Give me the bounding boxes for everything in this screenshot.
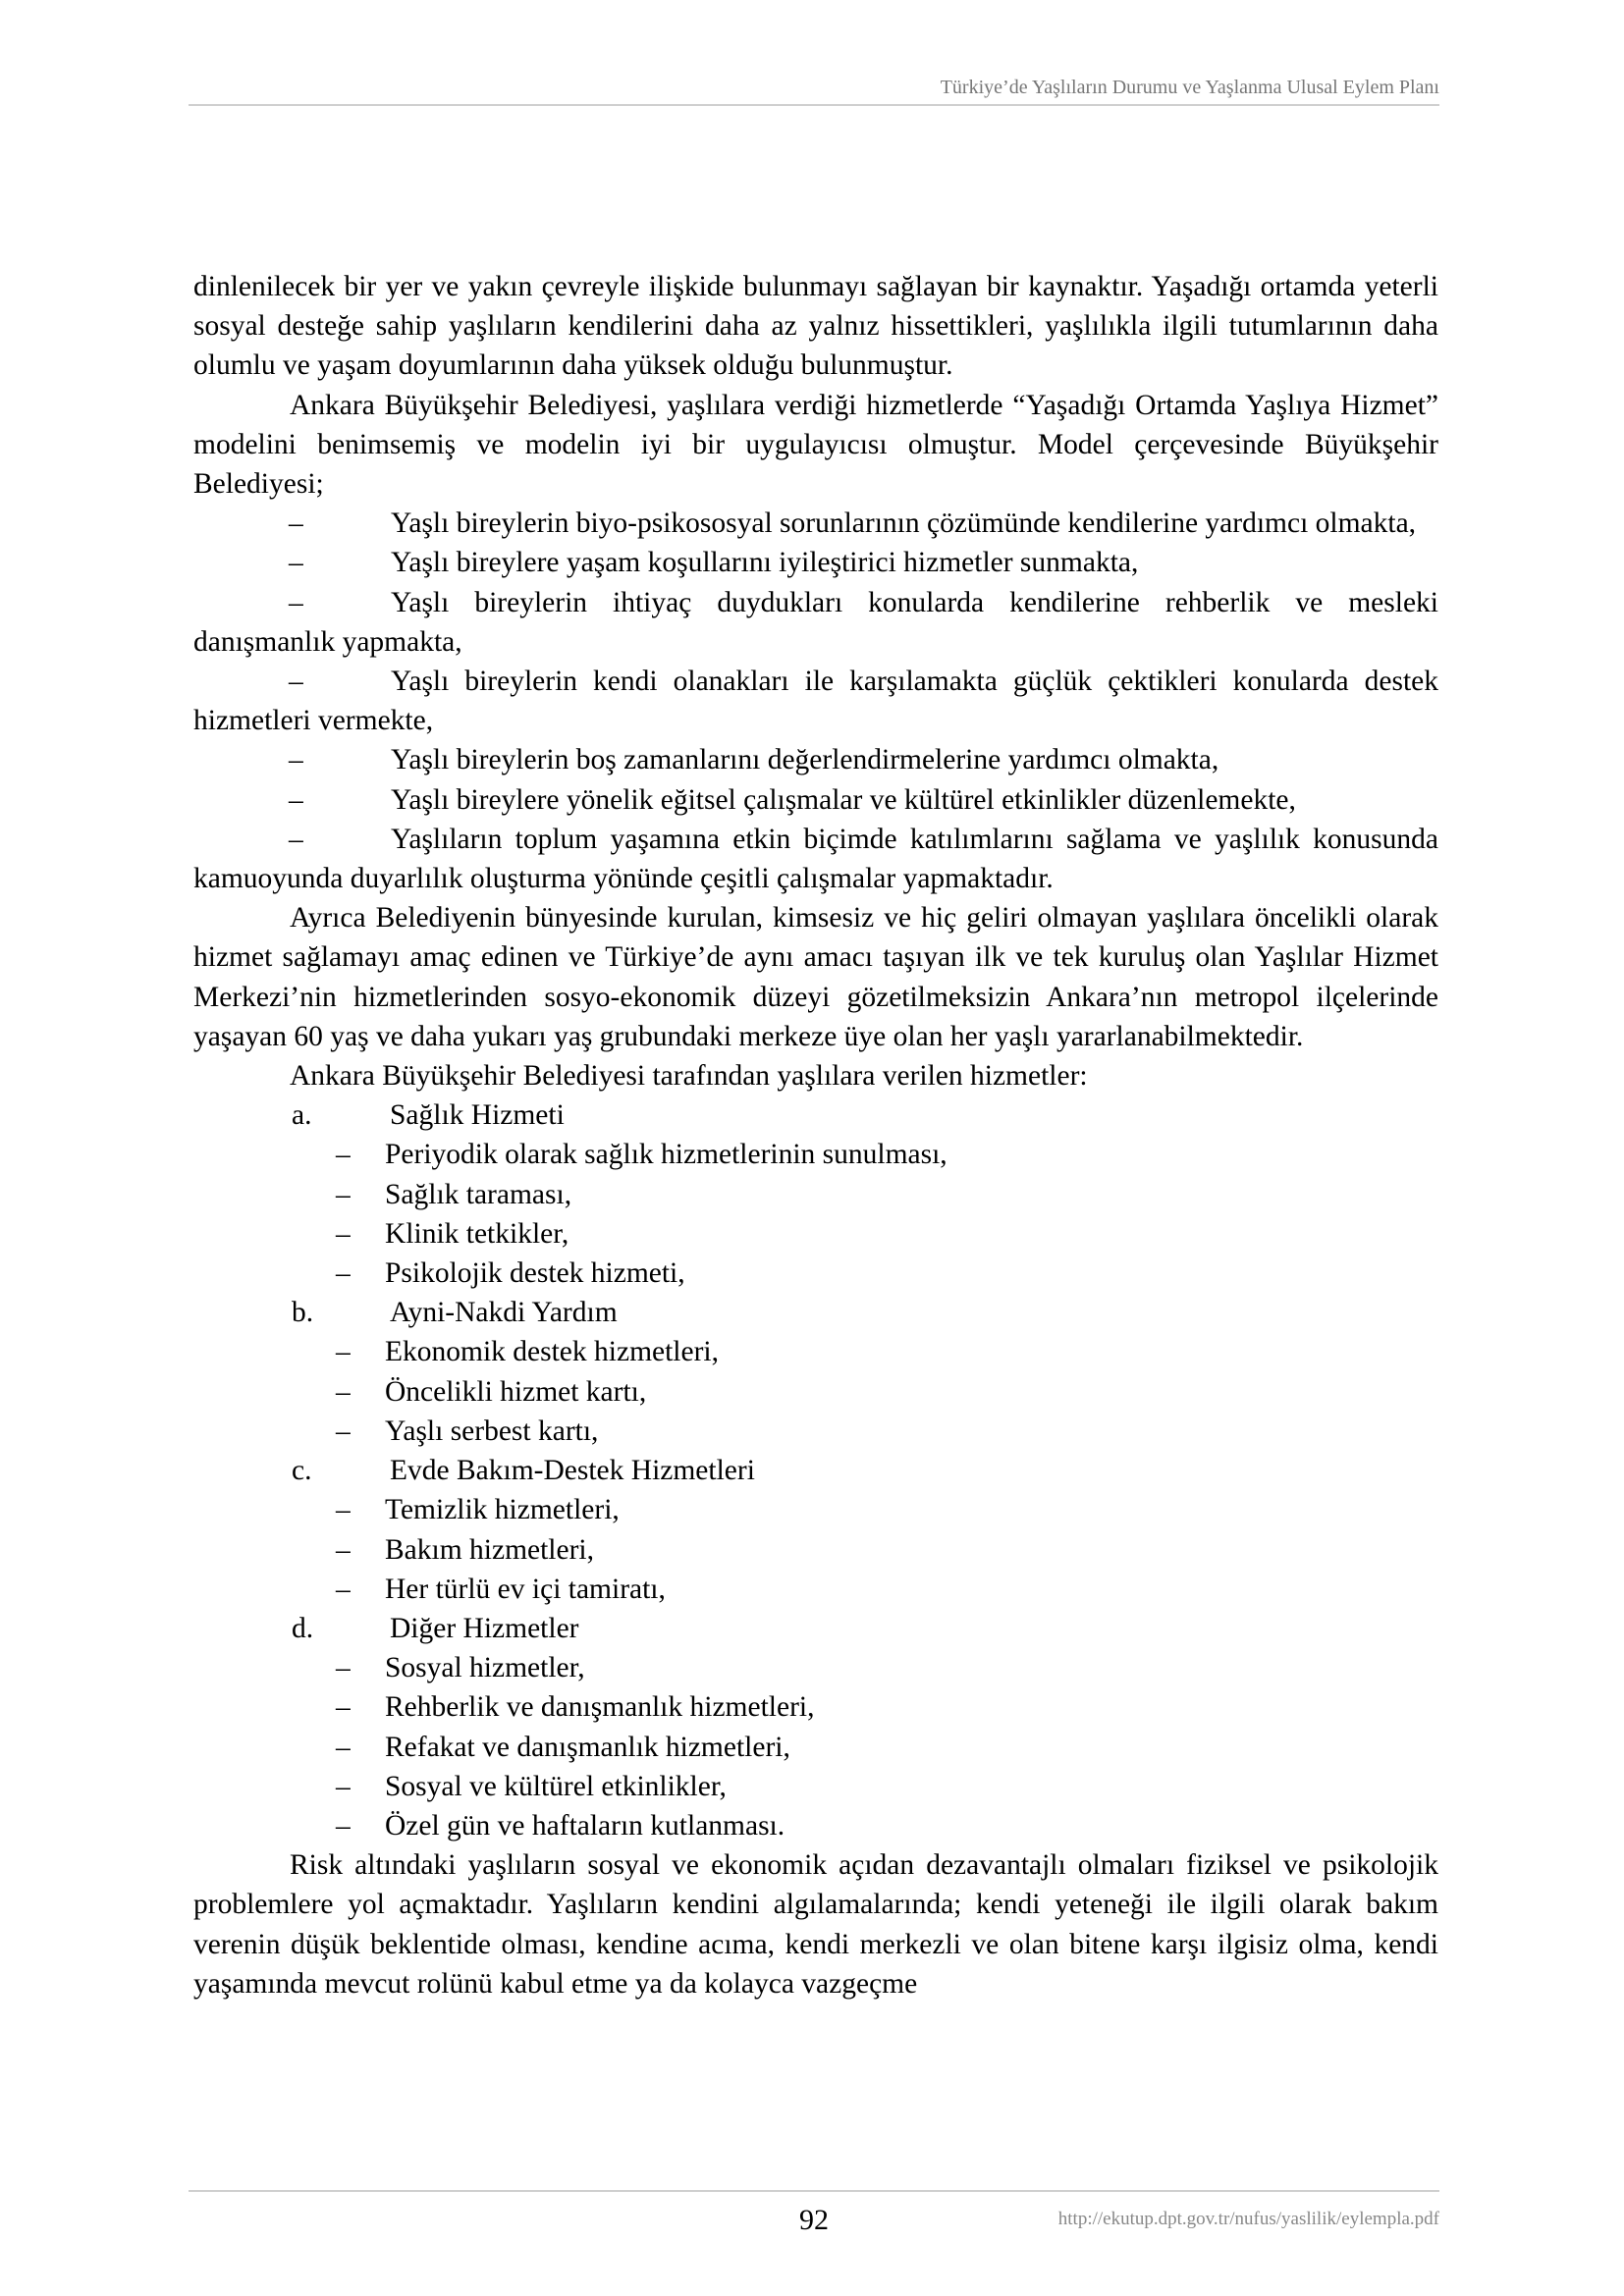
service-item: [193, 1570, 1438, 1609]
service-item-text: Periyodik olarak sağlık hizmetlerinin sunulması,: [385, 1139, 947, 1171]
dash-bullet: –: [336, 1257, 351, 1290]
dash-bullet: –: [289, 783, 303, 816]
dash-bullet: –: [336, 1533, 351, 1566]
running-header-title: Türkiye’de Yaşlıların Durumu ve Yaşlanma Ulusal Eylem Planı: [940, 77, 1439, 98]
dash-bullet: –: [336, 1217, 351, 1250]
page-body: [193, 267, 1438, 2003]
service-title: Sağlık Hizmeti: [390, 1099, 565, 1132]
model-list-item: [193, 820, 1438, 898]
service-letter: d.: [292, 1612, 314, 1644]
footer-divider: [189, 2190, 1439, 2192]
dash-bullet: –: [336, 1573, 351, 1605]
model-list-item-text: Yaşlıların toplum yaşamına etkin biçimde katılımlarını sağlama ve yaşlılık konusunda kamuoyunda duyarlılık oluşturma yönünde çeşitli çalışmalar yapmaktadır.: [193, 823, 1438, 895]
paragraph-4: Ankara Büyükşehir Belediyesi tarafından yaşlılara verilen hizmetler:: [290, 1060, 1088, 1093]
service-title: Ayni-Nakdi Yardım: [390, 1297, 618, 1329]
paragraph-5: Risk altındaki yaşlıların sosyal ve ekonomik açıdan dezavantajlı olmaları fiziksel ve psikolojik problemlere yol açmaktadır. Yaşlıların kendini algılamalarında; kendi yeteneği ile ilgili olarak bakım verenin düşük beklentide olması, kendine acıma, kendi merkezli ve olan bitene karşı ilgisiz olma, kendi yaşamında mevcut rolünü kabul etme ya da kolayca vazgeçme: [193, 1849, 1438, 2000]
service-letter: b.: [292, 1297, 314, 1329]
model-list-item: [193, 543, 1438, 582]
model-list-item-text: Yaşlı bireylerin boş zamanlarını değerlendirmelerine yardımcı olmakta,: [391, 744, 1219, 776]
dash-bullet: –: [336, 1731, 351, 1763]
dash-bullet: –: [336, 1770, 351, 1802]
service-item: [193, 1254, 1438, 1293]
service-title: Diğer Hizmetler: [390, 1612, 579, 1644]
service-item: [193, 1214, 1438, 1254]
dash-bullet: –: [289, 547, 303, 579]
model-list-item: [193, 504, 1438, 543]
service-category-heading: [193, 1293, 1438, 1332]
service-item-text: Ekonomik destek hizmetleri,: [385, 1336, 719, 1368]
model-list-item: [193, 780, 1438, 820]
model-list-item-text: Yaşlı bireylerin biyo-psikososyal sorunlarının çözümünde kendilerine yardımcı olmakta,: [391, 507, 1417, 540]
service-item-text: Yaşlı serbest kartı,: [385, 1415, 599, 1447]
model-list-item: [193, 662, 1438, 740]
service-item: [193, 1687, 1438, 1727]
service-letter: a.: [292, 1099, 312, 1132]
dash-bullet: –: [289, 744, 303, 776]
dash-bullet: –: [336, 1809, 351, 1842]
service-item: [193, 1767, 1438, 1806]
service-category-heading: [193, 1095, 1438, 1135]
model-list-item: [193, 740, 1438, 779]
service-letter: c.: [292, 1455, 312, 1487]
paragraph-1: dinlenilecek bir yer ve yakın çevreyle ilişkide bulunmayı sağlayan bir kaynaktır. Yaşadığı ortamda yeterli sosyal desteğe sahip yaşlıların kendilerini daha az yalnız hissettikleri, yaşlılıkla ilgili tutumlarının daha olumlu ve yaşam doyumlarının daha yüksek olduğu bulunmuştur.: [193, 271, 1438, 382]
dash-bullet: –: [336, 1178, 351, 1210]
service-item-text: Özel gün ve haftaların kutlanması.: [385, 1809, 785, 1842]
model-list-item-text: Yaşlı bireylerin kendi olanakları ile karşılamakta güçlük çektikleri konularda destek hizmetleri vermekte,: [193, 666, 1438, 737]
service-category-heading: [193, 1609, 1438, 1648]
service-item-text: Sağlık taraması,: [385, 1178, 572, 1210]
model-list-item: [193, 583, 1438, 662]
model-list: [193, 504, 1438, 898]
service-item-text: Her türlü ev içi tamiratı,: [385, 1573, 666, 1605]
dash-bullet: –: [289, 507, 303, 540]
service-item: [193, 1412, 1438, 1451]
service-category-heading: [193, 1451, 1438, 1490]
service-item: [193, 1806, 1438, 1845]
service-item-text: Öncelikli hizmet kartı,: [385, 1375, 647, 1408]
footer-source-url: http://ekutup.dpt.gov.tr/nufus/yaslilik/eylempla.pdf: [1057, 2209, 1439, 2229]
service-item: [193, 1372, 1438, 1412]
services-list: [193, 1095, 1438, 1845]
service-item: [193, 1135, 1438, 1174]
service-item-text: Psikolojik destek hizmeti,: [385, 1257, 685, 1290]
service-item-text: Refakat ve danışmanlık hizmetleri,: [385, 1731, 790, 1763]
service-item: [193, 1175, 1438, 1214]
page-number: 92: [799, 2204, 829, 2236]
service-item-text: Klinik tetkikler,: [385, 1217, 569, 1250]
service-item: [193, 1728, 1438, 1767]
service-item-text: Rehberlik ve danışmanlık hizmetleri,: [385, 1691, 815, 1724]
dash-bullet: –: [336, 1336, 351, 1368]
dash-bullet: –: [336, 1691, 351, 1724]
service-item-text: Bakım hizmetleri,: [385, 1533, 594, 1566]
header-divider: [189, 104, 1439, 106]
model-list-item-text: Yaşlı bireylere yönelik eğitsel çalışmalar ve kültürel etkinlikler düzenlemekte,: [391, 783, 1296, 816]
dash-bullet: –: [336, 1375, 351, 1408]
service-item-text: Temizlik hizmetleri,: [385, 1494, 620, 1526]
service-title: Evde Bakım-Destek Hizmetleri: [390, 1455, 755, 1487]
dash-bullet: –: [289, 586, 303, 618]
service-item-text: Sosyal ve kültürel etkinlikler,: [385, 1770, 727, 1802]
service-item: [193, 1490, 1438, 1529]
service-item-text: Sosyal hizmetler,: [385, 1652, 585, 1684]
service-item: [193, 1530, 1438, 1570]
service-item: [193, 1648, 1438, 1687]
dash-bullet: –: [336, 1494, 351, 1526]
paragraph-3: Ayrıca Belediyenin bünyesinde kurulan, kimsesiz ve hiç geliri olmayan yaşlılara öncelikli olarak hizmet sağlamayı amaç edinen ve Türkiye’de aynı amacı taşıyan ilk ve tek kuruluş olan Yaşlılar Hizmet Merkezi’nin hizmetlerinden sosyo-ekonomik düzeyi gözetilmeksizin Ankara’nın metropol ilçelerinde yaşayan 60 yaş ve daha yukarı yaş grubundaki merkeze üye olan her yaşlı yararlanabilmektedir.: [193, 902, 1438, 1052]
dash-bullet: –: [336, 1652, 351, 1684]
dash-bullet: –: [336, 1139, 351, 1171]
dash-bullet: –: [336, 1415, 351, 1447]
dash-bullet: –: [289, 823, 303, 855]
service-item: [193, 1332, 1438, 1371]
model-list-item-text: Yaşlı bireylere yaşam koşullarını iyileştirici hizmetler sunmakta,: [391, 547, 1139, 579]
paragraph-2: Ankara Büyükşehir Belediyesi, yaşlılara verdiği hizmetlerde “Yaşadığı Ortamda Yaşlıya Hizmet” modelini benimsemiş ve modelin iyi bir uygulayıcısı olmuştur. Model çerçevesinde Büyükşehir Belediyesi;: [193, 389, 1438, 501]
model-list-item-text: Yaşlı bireylerin ihtiyaç duydukları konularda kendilerine rehberlik ve mesleki danışmanlık yapmakta,: [193, 586, 1438, 658]
dash-bullet: –: [289, 666, 303, 698]
